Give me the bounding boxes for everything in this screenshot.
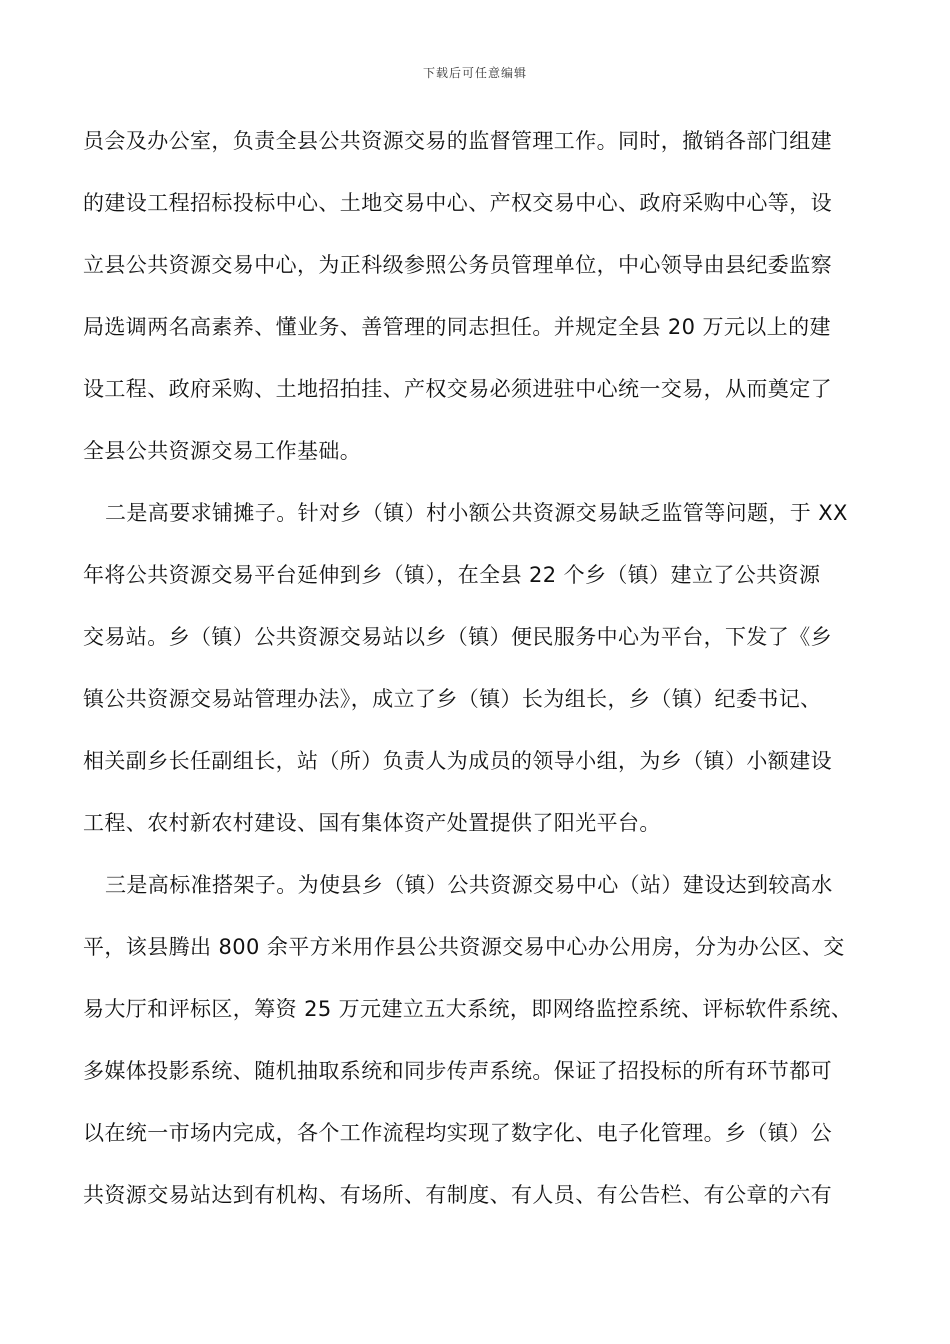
- page-header: 下载后可任意编辑: [422, 66, 527, 80]
- text-line: 共资源交易站达到有机构、有场所、有制度、有人员、有公告栏、有公章的六有: [83, 1183, 832, 1207]
- text-line: 易大厅和评标区，筹资 25 万元建立五大系统，即网络监控系统、评标软件系统、: [83, 997, 853, 1021]
- text-line: 局选调两名高素养、懂业务、善管理的同志担任。并规定全县 20 万元以上的建: [83, 315, 831, 339]
- paragraph-start-line: 二是高要求铺摊子。针对乡（镇）村小额公共资源交易缺乏监管等问题，于 XX: [105, 501, 848, 525]
- text-line: 镇公共资源交易站管理办法》，成立了乡（镇）长为组长，乡（镇）纪委书记、: [83, 687, 822, 711]
- text-line: 工程、农村新农村建设、国有集体资产处置提供了阳光平台。: [83, 811, 661, 835]
- text-line: 全县公共资源交易工作基础。: [83, 439, 362, 463]
- text-line: 的建设工程招标投标中心、土地交易中心、产权交易中心、政府采购中心等，设: [83, 191, 832, 215]
- text-line: 员会及办公室，负责全县公共资源交易的监督管理工作。同时，撤销各部门组建: [83, 129, 832, 153]
- text-line: 年将公共资源交易平台延伸到乡（镇），在全县 22 个乡（镇）建立了公共资源: [83, 563, 821, 587]
- text-line: 平，该县腾出 800 余平方米用作县公共资源交易中心办公用房，分为办公区、交: [83, 935, 845, 959]
- document-body: [83, 110, 883, 1226]
- text-line: 立县公共资源交易中心，为正科级参照公务员管理单位，中心领导由县纪委监察: [83, 253, 832, 277]
- text-line: 交易站。乡（镇）公共资源交易站以乡（镇）便民服务中心为平台，下发了《乡: [83, 625, 832, 649]
- text-line: 多媒体投影系统、随机抽取系统和同步传声系统。保证了招投标的所有环节都可: [83, 1059, 832, 1083]
- paragraph-start-line: 三是高标准搭架子。为使县乡（镇）公共资源交易中心（站）建设达到较高水: [105, 873, 833, 897]
- text-line: 以在统一市场内完成，各个工作流程均实现了数字化、电子化管理。乡（镇）公: [83, 1121, 832, 1145]
- text-line: 相关副乡长任副组长，站（所）负责人为成员的领导小组，为乡（镇）小额建设: [83, 749, 832, 773]
- text-line: 设工程、政府采购、土地招拍挂、产权交易必须进驻中心统一交易，从而奠定了: [83, 377, 832, 401]
